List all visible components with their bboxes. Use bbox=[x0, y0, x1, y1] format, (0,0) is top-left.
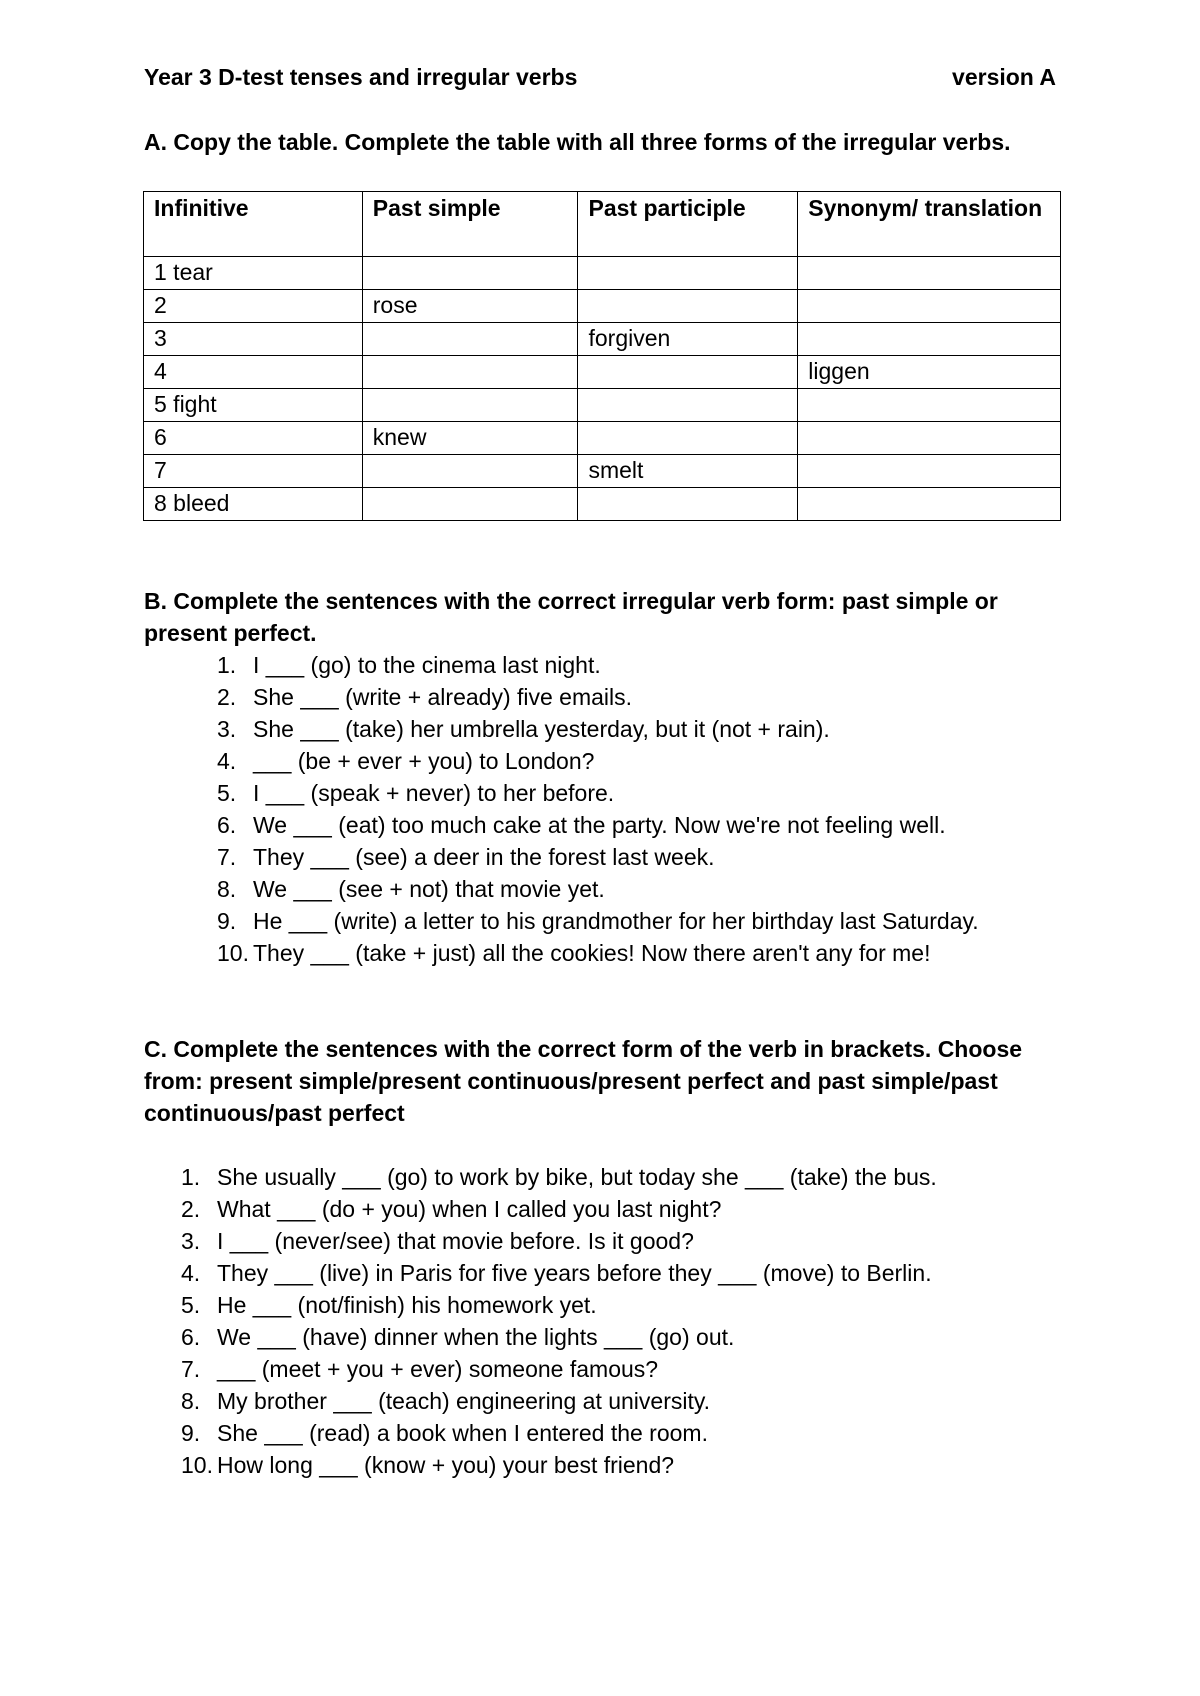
section-b-sentence-list bbox=[217, 649, 979, 969]
list-item bbox=[217, 713, 979, 745]
table-row bbox=[144, 488, 1061, 521]
item-text: I ___ (never/see) that movie before. Is it good? bbox=[217, 1228, 694, 1254]
list-item bbox=[217, 745, 979, 777]
table-row bbox=[144, 257, 1061, 290]
table-cell: 1 tear bbox=[144, 257, 363, 290]
item-text: She ___ (write + already) five emails. bbox=[253, 684, 633, 710]
item-number: 5. bbox=[181, 1292, 201, 1318]
table-cell bbox=[362, 323, 578, 356]
item-number: 2. bbox=[217, 684, 237, 710]
item-number: 10. bbox=[181, 1452, 213, 1478]
table-cell: 5 fight bbox=[144, 389, 363, 422]
list-item bbox=[181, 1289, 937, 1321]
item-text: We ___ (eat) too much cake at the party. Now we're not feeling well. bbox=[253, 812, 946, 838]
table-cell bbox=[362, 488, 578, 521]
table-cell bbox=[578, 356, 798, 389]
item-text: ___ (meet + you + ever) someone famous? bbox=[217, 1356, 659, 1382]
list-item bbox=[181, 1449, 937, 1481]
table-cell bbox=[798, 455, 1061, 488]
list-item bbox=[217, 809, 979, 841]
table-cell bbox=[362, 455, 578, 488]
item-text: My brother ___ (teach) engineering at university. bbox=[217, 1388, 711, 1414]
item-number: 4. bbox=[217, 748, 237, 774]
table-cell bbox=[798, 488, 1061, 521]
item-text: He ___ (write) a letter to his grandmother for her birthday last Saturday. bbox=[253, 908, 979, 934]
item-number: 10. bbox=[217, 940, 249, 966]
item-text: She ___ (read) a book when I entered the room. bbox=[217, 1420, 708, 1446]
table-cell bbox=[578, 422, 798, 455]
column-header-past-simple: Past simple bbox=[362, 192, 578, 257]
table-row bbox=[144, 290, 1061, 323]
table-cell bbox=[798, 422, 1061, 455]
irregular-verbs-table bbox=[143, 191, 1061, 521]
item-text: How long ___ (know + you) your best friend? bbox=[217, 1452, 675, 1478]
version-label: version A bbox=[952, 64, 1056, 90]
table-cell: liggen bbox=[798, 356, 1061, 389]
list-item bbox=[181, 1321, 937, 1353]
table-row bbox=[144, 389, 1061, 422]
item-number: 7. bbox=[217, 844, 237, 870]
item-text: They ___ (live) in Paris for five years before they ___ (move) to Berlin. bbox=[217, 1260, 932, 1286]
item-number: 8. bbox=[217, 876, 237, 902]
table-cell bbox=[798, 323, 1061, 356]
section-a-title: A. Copy the table. Complete the table with all three forms of the irregular verbs. bbox=[144, 129, 1011, 155]
list-item bbox=[181, 1353, 937, 1385]
table-cell: 3 bbox=[144, 323, 363, 356]
table-row bbox=[144, 455, 1061, 488]
item-number: 5. bbox=[217, 780, 237, 806]
table-cell bbox=[578, 290, 798, 323]
list-item bbox=[181, 1385, 937, 1417]
item-number: 9. bbox=[181, 1420, 201, 1446]
table-header-row bbox=[144, 192, 1061, 257]
item-number: 8. bbox=[181, 1388, 201, 1414]
table-cell: rose bbox=[362, 290, 578, 323]
item-text: ___ (be + ever + you) to London? bbox=[253, 748, 595, 774]
list-item bbox=[217, 777, 979, 809]
table-row bbox=[144, 422, 1061, 455]
list-item bbox=[217, 841, 979, 873]
item-text: She ___ (take) her umbrella yesterday, but it (not + rain). bbox=[253, 716, 830, 742]
table-cell: forgiven bbox=[578, 323, 798, 356]
list-item bbox=[181, 1417, 937, 1449]
item-number: 7. bbox=[181, 1356, 201, 1382]
item-number: 6. bbox=[217, 812, 237, 838]
column-header-synonym-translation: Synonym/ translation bbox=[798, 192, 1061, 257]
item-number: 3. bbox=[181, 1228, 201, 1254]
table-cell: 7 bbox=[144, 455, 363, 488]
item-text: What ___ (do + you) when I called you last night? bbox=[217, 1196, 722, 1222]
list-item bbox=[217, 649, 979, 681]
table-cell: smelt bbox=[578, 455, 798, 488]
section-c-sentence-list bbox=[181, 1161, 937, 1481]
table-cell: knew bbox=[362, 422, 578, 455]
table-cell: 4 bbox=[144, 356, 363, 389]
column-header-infinitive: Infinitive bbox=[144, 192, 363, 257]
item-text: They ___ (take + just) all the cookies! Now there aren't any for me! bbox=[253, 940, 931, 966]
item-number: 6. bbox=[181, 1324, 201, 1350]
table-cell bbox=[578, 257, 798, 290]
section-b-title: B. Complete the sentences with the correct irregular verb form: past simple or present perfect. bbox=[144, 588, 998, 646]
table-cell: 2 bbox=[144, 290, 363, 323]
list-item bbox=[217, 681, 979, 713]
section-c-title: C. Complete the sentences with the correct form of the verb in brackets. Choose from: present simple/present continuous/present perfect and past simple/past continuous/past perfect bbox=[144, 1036, 1023, 1126]
list-item bbox=[181, 1161, 937, 1193]
item-number: 2. bbox=[181, 1196, 201, 1222]
table-cell bbox=[362, 389, 578, 422]
list-item bbox=[181, 1257, 937, 1289]
list-item bbox=[217, 905, 979, 937]
item-text: She usually ___ (go) to work by bike, but today she ___ (take) the bus. bbox=[217, 1164, 937, 1190]
table-cell bbox=[362, 356, 578, 389]
table-cell bbox=[798, 257, 1061, 290]
list-item bbox=[181, 1193, 937, 1225]
item-number: 9. bbox=[217, 908, 237, 934]
page-header bbox=[144, 64, 1056, 91]
table-cell bbox=[578, 389, 798, 422]
item-number: 1. bbox=[217, 652, 237, 678]
table-row bbox=[144, 356, 1061, 389]
table-cell bbox=[798, 290, 1061, 323]
table-cell bbox=[362, 257, 578, 290]
item-text: They ___ (see) a deer in the forest last week. bbox=[253, 844, 715, 870]
item-text: I ___ (go) to the cinema last night. bbox=[253, 652, 601, 678]
document-title: Year 3 D-test tenses and irregular verbs bbox=[144, 64, 578, 90]
item-number: 4. bbox=[181, 1260, 201, 1286]
table-cell bbox=[798, 389, 1061, 422]
item-text: We ___ (see + not) that movie yet. bbox=[253, 876, 605, 902]
item-text: I ___ (speak + never) to her before. bbox=[253, 780, 615, 806]
item-number: 3. bbox=[217, 716, 237, 742]
table-cell: 8 bleed bbox=[144, 488, 363, 521]
list-item bbox=[217, 873, 979, 905]
column-header-past-participle: Past participle bbox=[578, 192, 798, 257]
item-text: He ___ (not/finish) his homework yet. bbox=[217, 1292, 597, 1318]
item-number: 1. bbox=[181, 1164, 201, 1190]
list-item bbox=[181, 1225, 937, 1257]
table-row bbox=[144, 323, 1061, 356]
table-cell: 6 bbox=[144, 422, 363, 455]
list-item bbox=[217, 937, 979, 969]
item-text: We ___ (have) dinner when the lights ___ (go) out. bbox=[217, 1324, 735, 1350]
table-cell bbox=[578, 488, 798, 521]
